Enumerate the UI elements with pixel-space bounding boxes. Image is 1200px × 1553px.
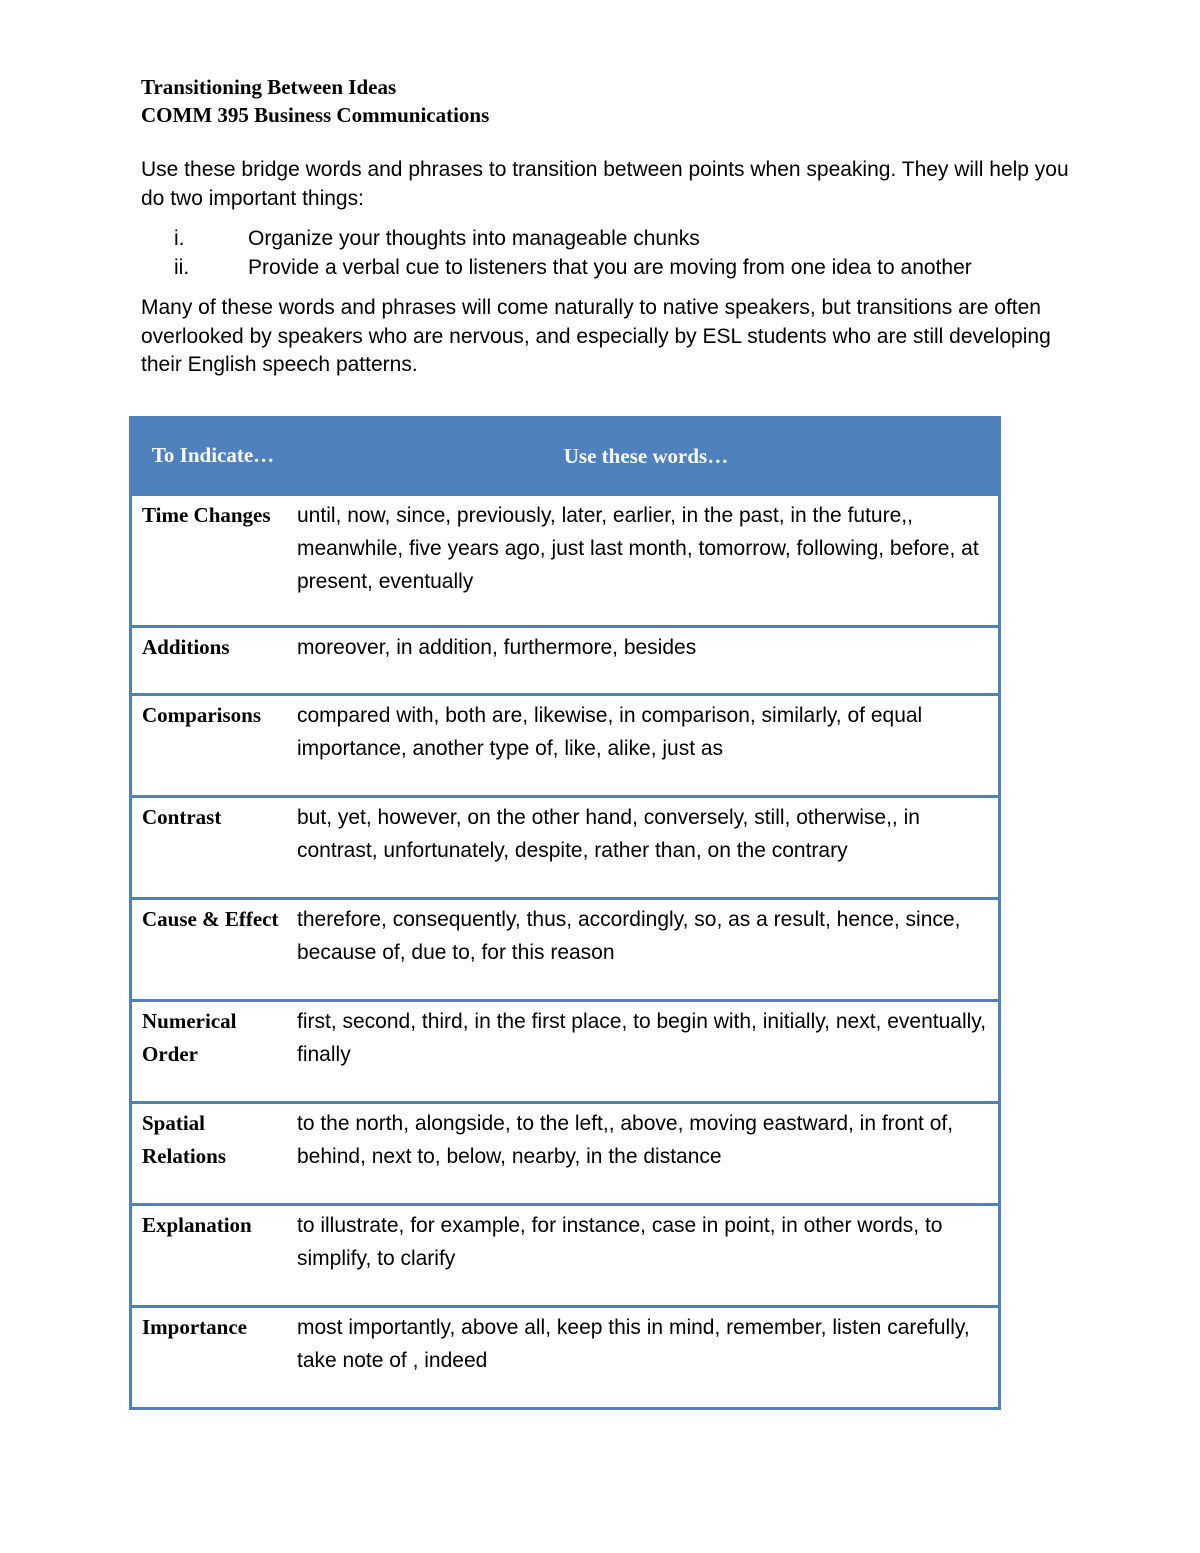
title-block bbox=[141, 73, 489, 129]
document-title: Transitioning Between Ideas bbox=[141, 75, 397, 99]
table-row bbox=[131, 1001, 1000, 1103]
list-item-text: Organize your thoughts into manageable chunks bbox=[248, 227, 700, 250]
table-row bbox=[131, 1103, 1000, 1205]
row-words: compared with, both are, likewise, in comparison, similarly, of equal importance, another type of, like, alike, just as bbox=[294, 695, 1000, 797]
row-words: but, yet, however, on the other hand, conversely, still, otherwise,, in contrast, unfortunately, despite, rather than, on the contrary bbox=[294, 797, 1000, 899]
list-item-number: ii. bbox=[174, 255, 190, 279]
row-label: Explanation bbox=[131, 1205, 295, 1307]
intro-paragraph: Use these bridge words and phrases to transition between points when speaking. They will help you do two important things: bbox=[141, 158, 1069, 210]
table-row bbox=[131, 495, 1000, 627]
table-row bbox=[131, 627, 1000, 695]
header-use-these-words: Use these words… bbox=[294, 418, 1000, 495]
row-words: most importantly, above all, keep this in mind, remember, listen carefully, take note of , indeed bbox=[294, 1307, 1000, 1409]
row-words: to illustrate, for example, for instance, case in point, in other words, to simplify, to clarify bbox=[294, 1205, 1000, 1307]
row-label: Contrast bbox=[131, 797, 295, 899]
table-row bbox=[131, 797, 1000, 899]
list-item-text: Provide a verbal cue to listeners that you are moving from one idea to another bbox=[248, 255, 972, 279]
table-row bbox=[131, 899, 1000, 1001]
intro-list bbox=[141, 225, 1081, 282]
transitions-table bbox=[129, 416, 1001, 1410]
list-item bbox=[141, 254, 1081, 283]
table-header-row bbox=[131, 418, 1000, 495]
header-to-indicate: To Indicate… bbox=[131, 418, 295, 495]
list-item bbox=[141, 225, 1081, 254]
intro-section bbox=[141, 156, 1081, 380]
row-label: Time Changes bbox=[131, 495, 295, 627]
table-row bbox=[131, 1205, 1000, 1307]
row-label: Importance bbox=[131, 1307, 295, 1409]
row-words: moreover, in addition, furthermore, besides bbox=[294, 627, 1000, 695]
row-words: to the north, alongside, to the left,, above, moving eastward, in front of, behind, next to, below, nearby, in the distance bbox=[294, 1103, 1000, 1205]
row-label: Cause & Effect bbox=[131, 899, 295, 1001]
intro-paragraph-2: Many of these words and phrases will come naturally to native speakers, but transitions are often overlooked by speakers who are nervous, and especially by ESL students who are still developing their English speech patterns. bbox=[141, 296, 1051, 376]
table-row bbox=[131, 695, 1000, 797]
row-label: Spatial Relations bbox=[131, 1103, 295, 1205]
row-label: Additions bbox=[131, 627, 295, 695]
row-words: until, now, since, previously, later, earlier, in the past, in the future,, meanwhile, five years ago, just last month, tomorrow, following, before, at present, eventually bbox=[294, 495, 1000, 627]
row-label: Numerical Order bbox=[131, 1001, 295, 1103]
row-words: therefore, consequently, thus, accordingly, so, as a result, hence, since, because of, due to, for this reason bbox=[294, 899, 1000, 1001]
row-label: Comparisons bbox=[131, 695, 295, 797]
list-item-number: i. bbox=[174, 227, 185, 250]
table-row bbox=[131, 1307, 1000, 1409]
course-title: COMM 395 Business Communications bbox=[141, 103, 490, 127]
row-words: first, second, third, in the first place, to begin with, initially, next, eventually, finally bbox=[294, 1001, 1000, 1103]
